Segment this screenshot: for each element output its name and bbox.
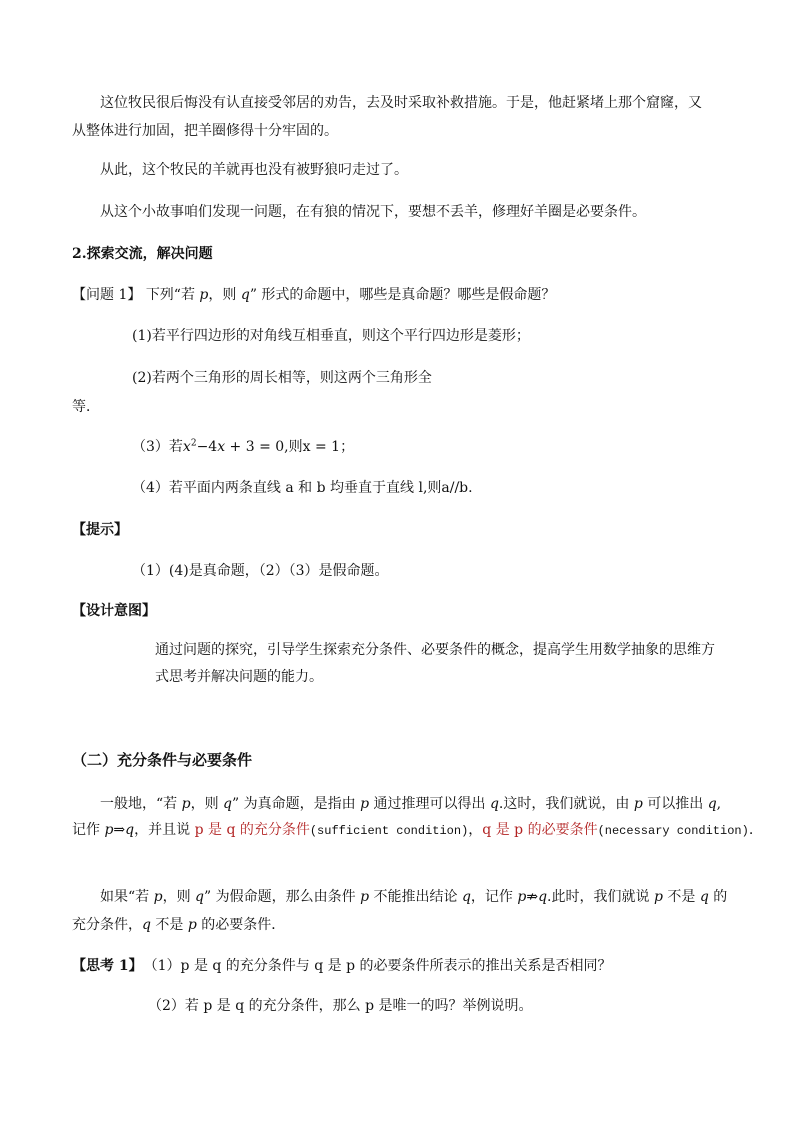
negation-line-2: 充分条件，q 不是 p 的必要条件． xyxy=(72,917,286,933)
story-paragraph-1-line-2: 从整体进行加固，把羊圈修得十分牢固的。 xyxy=(72,123,338,139)
question-1-tag: 【问题 1】 xyxy=(72,287,142,303)
definition-line-1: 一般地，“若 p，则 q” 为真命题，是指由 p 通过推理可以得出 q.这时，我们就说，由 p 可以推出 q, xyxy=(100,796,722,812)
negation-line-1: 如果“若 p，则 q” 为假命题，那么由条件 p 不能推出结论 q，记作 p⇏q.此时，我们就说 p 不是 q 的 xyxy=(100,889,728,905)
design-intent-tag: 【设计意图】 xyxy=(72,603,156,619)
think-1-line-1: 【思考 1】 （1）p 是 q 的充分条件与 q 是 p 的必要条件所表示的推出关系是否相同？ xyxy=(72,958,612,974)
question-1-line xyxy=(72,285,555,305)
question-1-item-4: （4）若平面内两条直线 a 和 b 均垂直于直线 l,则a//b. xyxy=(132,480,473,496)
definition-line-2: 记作 p⇒q，并且说 p 是 q 的充分条件(sufficient condition)，q 是 p 的必要条件(necessary condition). xyxy=(72,822,754,838)
section-2-heading: 2.探索交流，解决问题 xyxy=(72,246,213,262)
hint-text: （1）(4)是真命题，（2）（3）是假命题。 xyxy=(132,563,389,579)
section-two-heading: （二）充分条件与必要条件 xyxy=(72,751,253,769)
design-intent-line-2: 式思考并解决问题的能力。 xyxy=(155,669,323,685)
think-1-line-2: （2）若 p 是 q 的充分条件，那么 p 是唯一的吗？举例说明。 xyxy=(148,998,533,1014)
sufficient-condition-term: p 是 q 的充分条件 xyxy=(194,822,310,838)
question-1-item-2-line-2: 等． xyxy=(72,399,100,415)
think-1-tag: 【思考 1】 xyxy=(72,958,143,974)
question-1-item-2-line-1: (2)若两个三角形的周长相等，则这两个三角形全 xyxy=(132,370,432,386)
hint-tag: 【提示】 xyxy=(72,522,128,538)
question-1-item-1: (1)若平行四边形的对角线互相垂直，则这个平行四边形是菱形； xyxy=(132,328,530,344)
question-1-prompt: 下列“若 p，则 q” 形式的命题中，哪些是真命题？哪些是假命题？ xyxy=(145,287,556,303)
question-1-item-3: （3）若$x^2-4x + 3 = 0$,则x = 1； xyxy=(132,438,355,455)
story-paragraph-2: 从此，这个牧民的羊就再也没有被野狼叼走过了。 xyxy=(100,162,408,178)
story-paragraph-1-line-1: 这位牧民很后悔没有认直接受邻居的劝告，去及时采取补救措施。于是，他赶紧堵上那个窟窿，又 xyxy=(100,95,702,111)
design-intent-line-1: 通过问题的探究，引导学生探索充分条件、必要条件的概念，提高学生用数学抽象的思维方 xyxy=(155,642,715,658)
necessary-condition-term: q 是 p 的必要条件 xyxy=(482,822,598,838)
story-paragraph-3: 从这个小故事咱们发现一问题，在有狼的情况下，要想不丢羊，修理好羊圈是必要条件。 xyxy=(100,204,646,220)
